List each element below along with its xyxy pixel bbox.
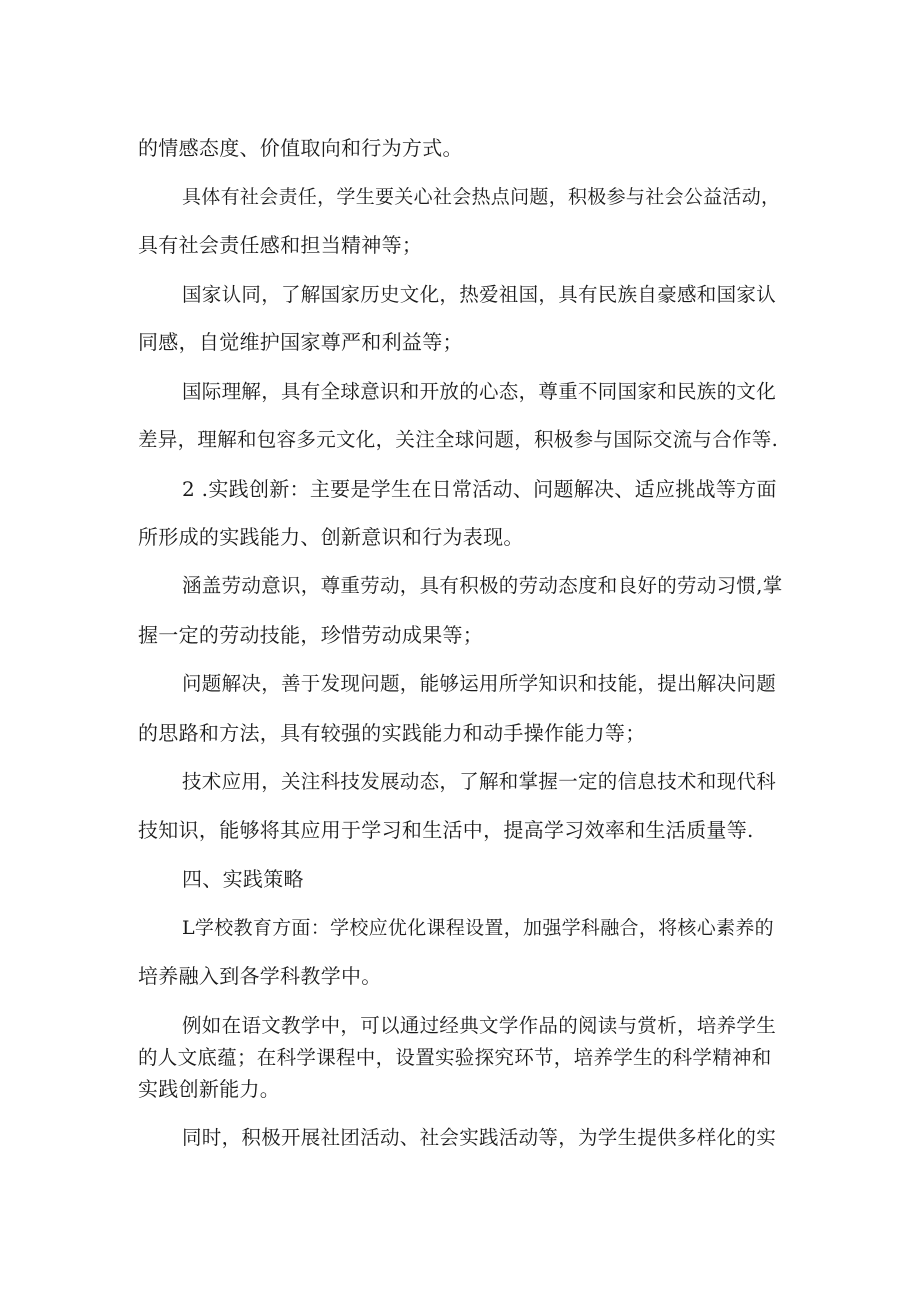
text-line-6: 国际理解，具有全球意识和开放的心态，尊重不同国家和民族的文化: [182, 380, 777, 403]
text-line-7: 差异，理解和包容多元文化，关注全球问题，积极参与国际交流与合作等.: [138, 428, 779, 451]
text-line-8: 2 .实践创新：主要是学生在日常活动、问题解决、适应挑战等方面: [182, 477, 777, 501]
text-line-22: 同时，积极开展社团活动、社会实践活动等，为学生提供多样化的实: [182, 1126, 777, 1149]
text-line-1: 的情感态度、价值取向和行为方式。: [138, 136, 463, 160]
section-heading: 四、实践策略: [182, 867, 304, 891]
text-line-13: 的思路和方法，具有较强的实践能力和动手操作能力等；: [138, 721, 646, 745]
text-line-17: L学校教育方面：学校应优化课程设置，加强学科融合，将核心素养的: [182, 917, 774, 939]
text-line-4: 国家认同，了解国家历史文化，热爱祖国，具有民族自豪感和国家认: [182, 283, 777, 306]
text-line-3: 具有社会责任感和担当精神等；: [138, 233, 423, 257]
text-line-18: 培养融入到各学科教学中。: [138, 964, 382, 988]
text-line-19: 例如在语文教学中，可以通过经典文学作品的阅读与赏析，培养学生: [182, 1014, 777, 1037]
text-line-14: 技术应用，关注科技发展动态，了解和掌握一定的信息技术和现代科: [182, 770, 777, 793]
text-line-12: 问题解决，善于发现问题，能够运用所学知识和技能，提出解决问题: [182, 672, 777, 695]
text-line-11: 握一定的劳动技能，珍惜劳动成果等；: [138, 623, 484, 647]
text-line-20: 的人文底蕴；在科学课程中，设置实验探究环节，培养学生的科学精神和: [138, 1046, 772, 1069]
text-line-5: 同感，自觉维护国家尊严和利益等；: [138, 330, 463, 354]
text-line-2: 具体有社会责任，学生要关心社会热点问题，积极参与社会公益活动，: [182, 186, 781, 208]
text-line-9: 所形成的实践能力、创新意识和行为表现。: [138, 525, 524, 549]
text-line-10: 涵盖劳动意识，尊重劳动，具有积极的劳动态度和良好的劳动习惯,掌: [182, 574, 783, 597]
text-line-21: 实践创新能力。: [138, 1077, 281, 1101]
text-line-15: 技知识，能够将其应用于学习和生活中，提高学习效率和生活质量等.: [138, 818, 754, 842]
